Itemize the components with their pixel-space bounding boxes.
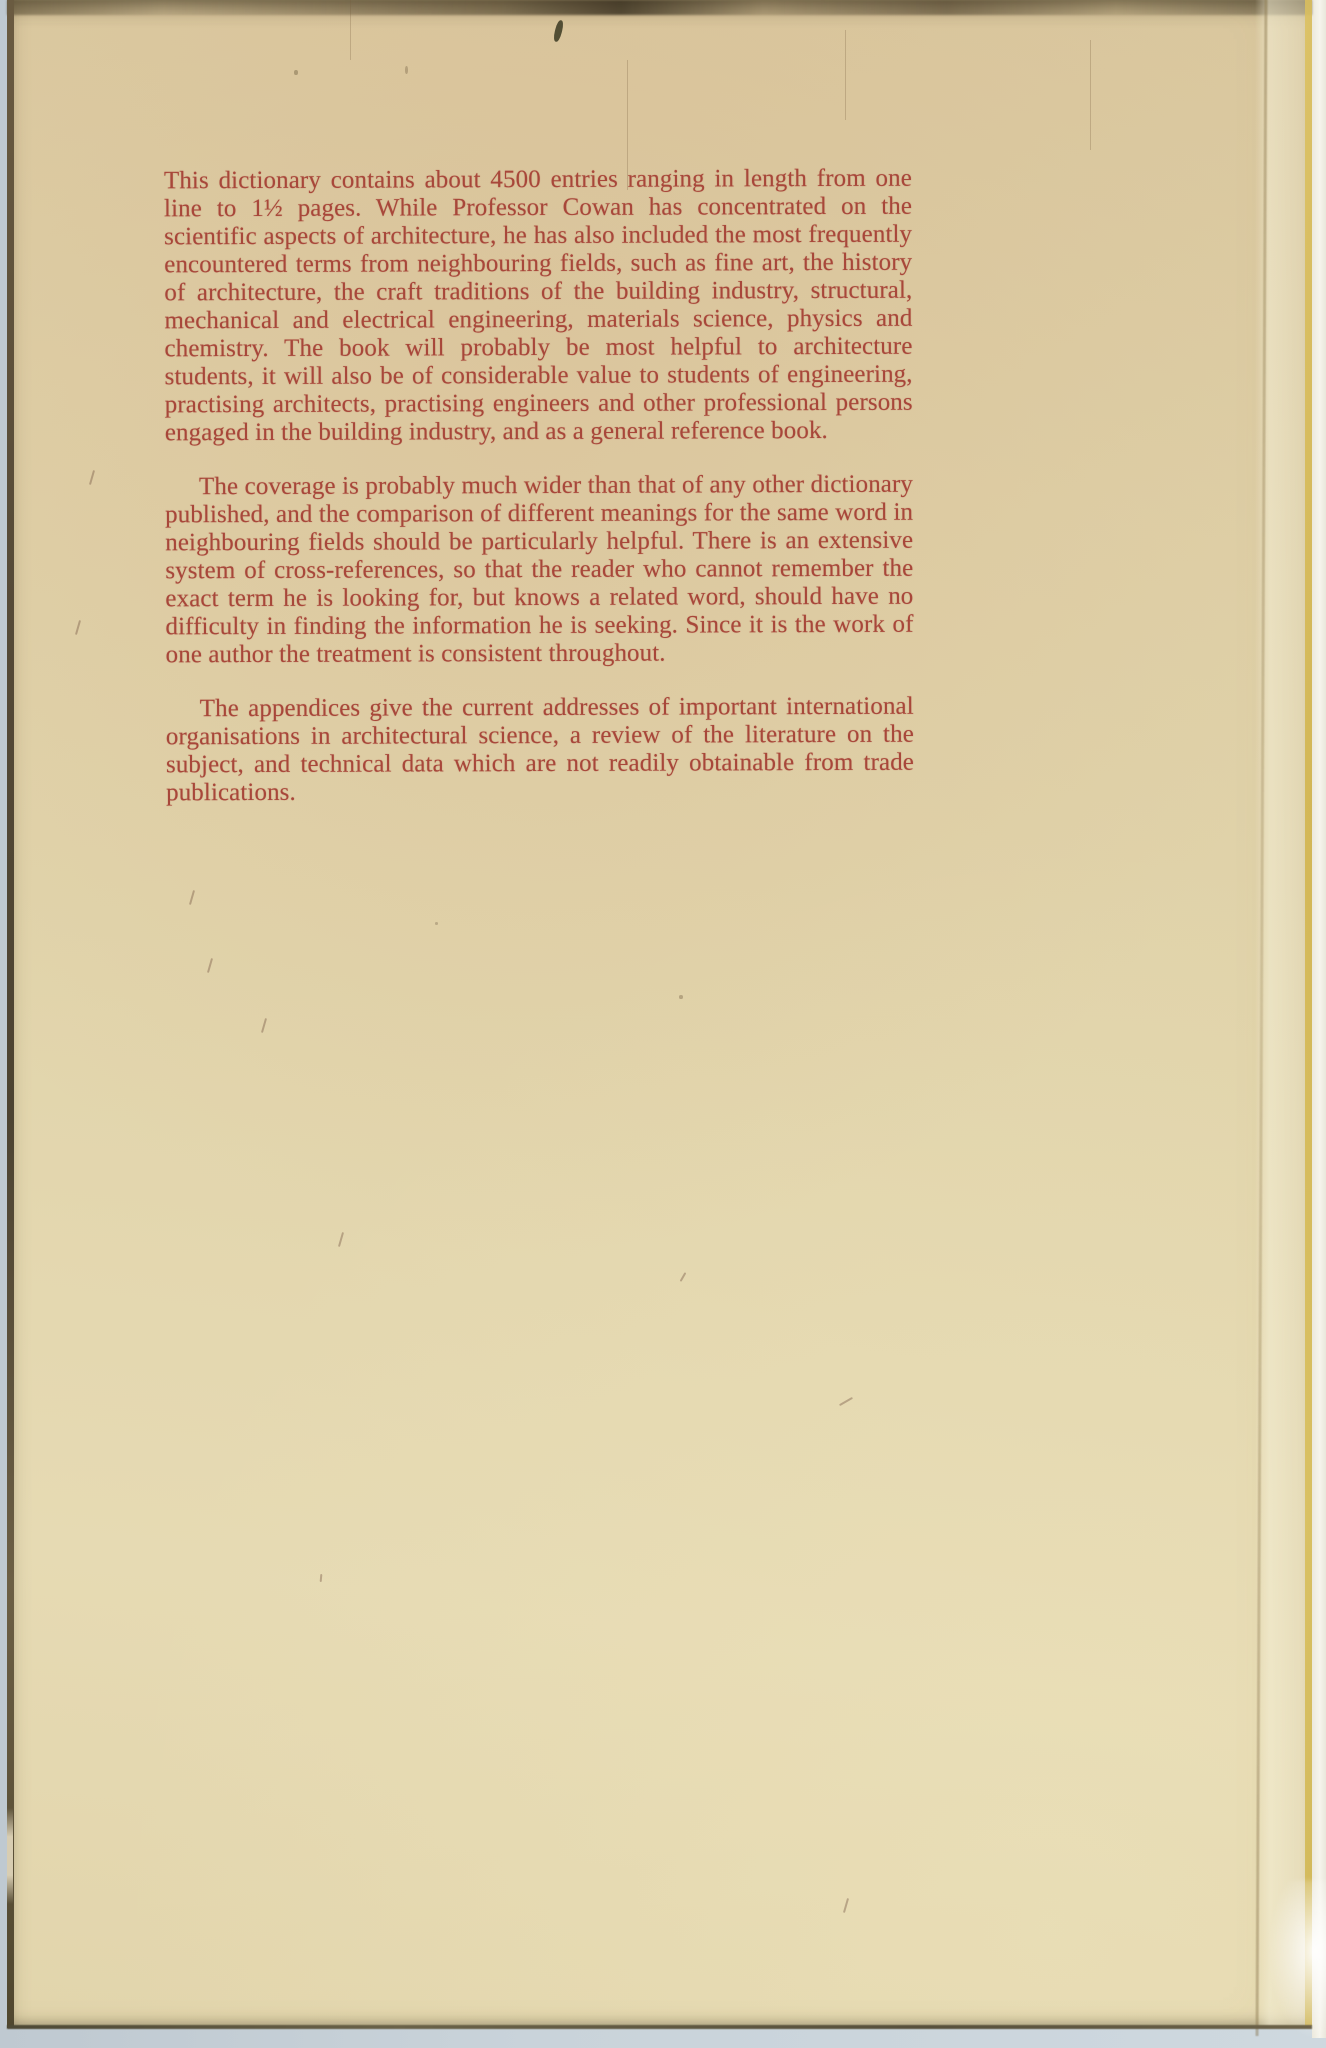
cover-left-dark-edge (7, 0, 14, 2028)
blurb-text-block (164, 165, 914, 808)
spine-corner-reflection (1269, 1880, 1326, 2038)
blurb-paragraph-2: The coverage is probably much wider than that of any other dictionary published, and the comparison of different meanings for the same word in neighbouring fields should be particularly helpful. There is an extensive system of cross-references, so that the reader who cannot remember the exact term he is looking for, but knows a related word, should have no difficulty in finding the information he is seeking. Since it is the work of one author the treatment is consistent throughout. (165, 470, 914, 669)
page-edge-strip (1312, 0, 1326, 2038)
jacket-edge-line (1305, 0, 1312, 2026)
blurb-paragraph-3: The appendices give the current addresses of important international organisations in architectural science, a review of the literature on the subject, and technical data which are not readily obtainable from trade publications. (165, 692, 915, 807)
book-back-cover (7, 0, 1312, 2026)
left-edge-worn-spot (7, 1808, 13, 1904)
top-edge-grime (7, 0, 1312, 15)
blurb-paragraph-1: This dictionary contains about 4500 entries ranging in length from one line to 1½ pages. While Professor Cowan has concentrated on the scientific aspects of architecture, he has also included the most frequently encountered terms from neighbouring fields, such as fine art, the history of architecture, the craft traditions of the building industry, structural, mechanical and electrical engineering, materials science, physics and chemistry. The book will probably be most helpful to architecture students, it will also be of considerable value to students of engineering, practising architects, practising engineers and other professional persons engaged in the building industry, and as a general reference book. (163, 164, 913, 447)
